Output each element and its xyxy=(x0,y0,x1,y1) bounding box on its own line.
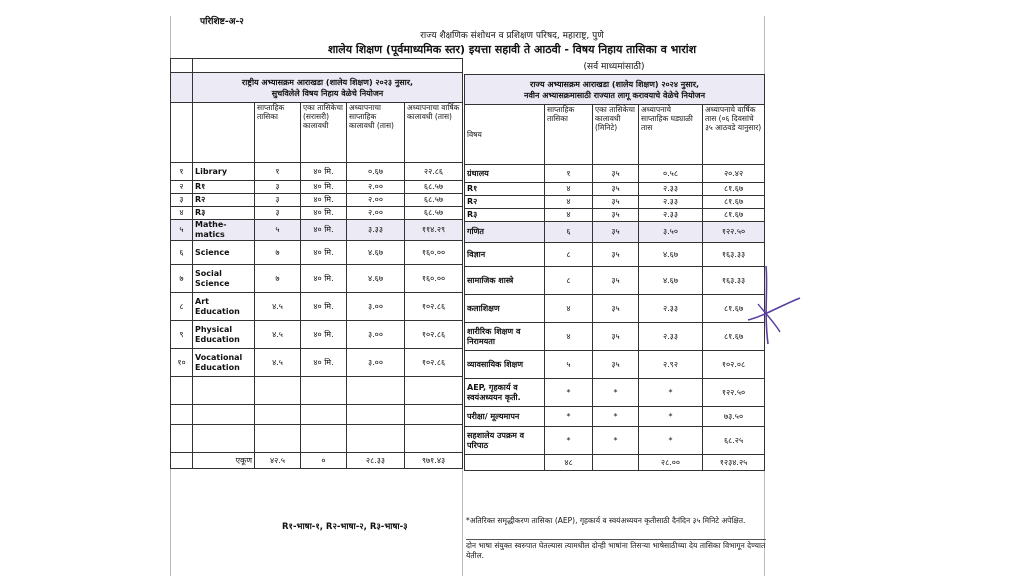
annual-hours-cell: १२२.५० xyxy=(703,222,765,243)
row-number: ५ xyxy=(171,220,193,241)
weekly-periods-cell: ४ xyxy=(545,209,593,222)
left-table xyxy=(170,58,463,469)
left-table-blank-row xyxy=(171,59,463,73)
table-row xyxy=(171,207,463,220)
period-length-cell: * xyxy=(593,407,639,427)
annual-hours-cell: ६८.२५ xyxy=(703,427,765,455)
annual-hours-cell: १२२.५० xyxy=(703,379,765,407)
weekly-hours-cell xyxy=(347,425,405,453)
weekly-periods-cell: ८ xyxy=(545,243,593,267)
subject-cell: R१ xyxy=(193,181,255,194)
right-table xyxy=(464,74,765,471)
weekly-periods-cell: ४ xyxy=(545,295,593,323)
row-number: ७ xyxy=(171,265,193,293)
period-length-cell: ३५ xyxy=(593,295,639,323)
subject-cell: Science xyxy=(193,241,255,265)
row-number xyxy=(171,405,193,425)
weekly-hours-cell: २.३३ xyxy=(639,183,703,196)
right-table-title-row xyxy=(465,75,765,105)
weekly-hours-cell: २.३३ xyxy=(639,209,703,222)
weekly-periods-cell xyxy=(255,377,301,405)
weekly-hours-cell: ४.६७ xyxy=(639,243,703,267)
total-duration: ० xyxy=(301,453,347,469)
row-number: ३ xyxy=(171,194,193,207)
table-row xyxy=(171,194,463,207)
period-length-cell: ३५ xyxy=(593,196,639,209)
subject-cell: Mathe-matics xyxy=(193,220,255,241)
weekly-hours-cell: ४.६७ xyxy=(347,265,405,293)
subject-cell: R३ xyxy=(193,207,255,220)
subject-cell: Library xyxy=(193,163,255,181)
row-number xyxy=(171,425,193,453)
table-row xyxy=(171,181,463,194)
table-row xyxy=(465,243,765,267)
period-length-cell: * xyxy=(593,427,639,455)
weekly-hours-cell xyxy=(347,377,405,405)
left-table-header-row xyxy=(171,103,463,163)
subject-cell: R१ xyxy=(465,183,545,196)
annual-hours-cell: ११४.२९ xyxy=(405,220,463,241)
period-length-cell: ४० मि. xyxy=(301,163,347,181)
weekly-periods-cell: ८ xyxy=(545,267,593,295)
period-length-cell: ४० मि. xyxy=(301,194,347,207)
weekly-hours-cell: ०.६७ xyxy=(347,163,405,181)
total-weekly: ४२.५ xyxy=(255,453,301,469)
document-title: शालेय शिक्षण (पूर्वमाध्यमिक स्तर) इयत्ता सहावी ते आठवी - विषय निहाय तासिका व भारांश xyxy=(327,43,697,56)
table-row xyxy=(171,293,463,321)
table-row xyxy=(465,295,765,323)
subject-cell: Social Science xyxy=(193,265,255,293)
weekly-periods-cell: * xyxy=(545,427,593,455)
total-label: एकूण xyxy=(193,453,255,469)
table-row xyxy=(171,241,463,265)
period-length-cell: ४० मि. xyxy=(301,220,347,241)
weekly-periods-cell xyxy=(255,425,301,453)
period-length-cell: ३५ xyxy=(593,323,639,351)
table-row xyxy=(171,321,463,349)
table-row xyxy=(465,427,765,455)
weekly-hours-cell: २.३३ xyxy=(639,323,703,351)
weekly-hours-cell xyxy=(347,405,405,425)
left-table-title: राष्ट्रीय अभ्यासक्रम आराखडा (शालेय शिक्षण) २०२३ नुसार, सुचविलेले विषय निहाय वेळेचे नियोजन xyxy=(193,73,463,103)
table-row xyxy=(171,405,463,425)
subject-cell: ग्रंथालय xyxy=(465,165,545,183)
subject-cell xyxy=(193,425,255,453)
table-row xyxy=(171,377,463,405)
subject-cell: R३ xyxy=(465,209,545,222)
weekly-periods-cell: ४ xyxy=(545,323,593,351)
weekly-periods-cell: ६ xyxy=(545,222,593,243)
header-weekly-time: अध्यापनाचा साप्ताहिक कालावधी (तास) xyxy=(347,103,405,163)
subject-cell: Vocational Education xyxy=(193,349,255,377)
weekly-periods-cell: ७ xyxy=(255,265,301,293)
table-row xyxy=(465,407,765,427)
weekly-hours-cell: ४.६७ xyxy=(639,267,703,295)
period-length-cell: ३५ xyxy=(593,243,639,267)
total-weekly: ४८ xyxy=(545,455,593,471)
table-row xyxy=(171,425,463,453)
aep-footnote: *अतिरिक्त समृद्धीकरण तासिका (AEP), गृहकार्य व स्वयंअध्ययन कृतीसाठी दैनंदिन ३५ मिनिटे अपेक्षित. xyxy=(466,516,746,525)
annual-hours-cell: १०२.८६ xyxy=(405,293,463,321)
weekly-hours-cell: * xyxy=(639,427,703,455)
weekly-hours-cell: ०.५८ xyxy=(639,165,703,183)
period-length-cell: ३५ xyxy=(593,351,639,379)
annual-hours-cell: १०२.८६ xyxy=(405,349,463,377)
subject-cell xyxy=(193,405,255,425)
weekly-periods-cell: ७ xyxy=(255,241,301,265)
period-length-cell: ३५ xyxy=(593,222,639,243)
pen-stroke xyxy=(766,266,768,344)
table-row xyxy=(171,265,463,293)
weekly-hours-cell: ४.६७ xyxy=(347,241,405,265)
annual-hours-cell: ७३.५० xyxy=(703,407,765,427)
subject-cell: व्यावसायिक शिक्षण xyxy=(465,351,545,379)
table-row xyxy=(465,183,765,196)
subject-cell: AEP, गृहकार्य व स्वयंअध्ययन कृती. xyxy=(465,379,545,407)
weekly-hours-cell: २.९२ xyxy=(639,351,703,379)
total-annual-hours: ९७१.४३ xyxy=(405,453,463,469)
total-blank xyxy=(171,453,193,469)
subject-cell xyxy=(193,377,255,405)
annual-hours-cell: १६३.३३ xyxy=(703,267,765,295)
row-number xyxy=(171,377,193,405)
left-table-title-row xyxy=(171,73,463,103)
total-row xyxy=(465,455,765,471)
weekly-hours-cell: ३.५० xyxy=(639,222,703,243)
period-length-cell: ३५ xyxy=(593,209,639,222)
organization-name: राज्य शैक्षणिक संशोधन व प्रशिक्षण परिषद, महाराष्ट्र, पुणे xyxy=(420,31,604,41)
weekly-hours-cell: ३.०० xyxy=(347,349,405,377)
row-number: ९ xyxy=(171,321,193,349)
all-mediums-note: (सर्व माध्यमांसाठी) xyxy=(583,62,645,72)
right-table-title: राज्य अभ्यासक्रम आराखडा (शालेय शिक्षण) २०२४ नुसार, नवीन अभ्यासक्रमासाठी राज्यात लागू करावयाचे वेळेचे नियोजन xyxy=(465,75,765,105)
subject-cell: Physical Education xyxy=(193,321,255,349)
subject-cell: परीक्षा/ मूल्यमापन xyxy=(465,407,545,427)
subject-cell: सामाजिक शास्त्रे xyxy=(465,267,545,295)
table-row xyxy=(465,222,765,243)
period-length-cell: ३५ xyxy=(593,165,639,183)
table-row xyxy=(171,163,463,181)
table-row xyxy=(171,220,463,241)
language-legend: R१-भाषा-१, R२-भाषा-२, R३-भाषा-३ xyxy=(282,522,408,532)
total-weekly-hours: २८.०० xyxy=(639,455,703,471)
annual-hours-cell: ८१.६७ xyxy=(703,323,765,351)
weekly-hours-cell: ३.०० xyxy=(347,293,405,321)
weekly-periods-cell: ३ xyxy=(255,181,301,194)
subject-cell: R२ xyxy=(193,194,255,207)
total-row xyxy=(171,453,463,469)
table-row xyxy=(465,209,765,222)
weekly-hours-cell: ३.३३ xyxy=(347,220,405,241)
row-number: ६ xyxy=(171,241,193,265)
header-weekly-time: अध्यापनाचे साप्ताहिक घड्याळी तास xyxy=(639,105,703,165)
pen-stroke xyxy=(748,298,800,320)
row-number: १ xyxy=(171,163,193,181)
weekly-hours-cell: २.०० xyxy=(347,181,405,194)
annual-hours-cell: ६८.५७ xyxy=(405,194,463,207)
annual-hours-cell: २२.८६ xyxy=(405,163,463,181)
annual-hours-cell: २०.४२ xyxy=(703,165,765,183)
weekly-periods-cell: * xyxy=(545,379,593,407)
row-number: १० xyxy=(171,349,193,377)
period-length-cell: ४० मि. xyxy=(301,181,347,194)
header-weekly-periods: साप्ताहिक तासिका xyxy=(545,105,593,165)
annual-hours-cell xyxy=(405,405,463,425)
pen-mark xyxy=(744,258,804,348)
subject-cell: कलाशिक्षण xyxy=(465,295,545,323)
row-number: ४ xyxy=(171,207,193,220)
table-row xyxy=(171,349,463,377)
table-row xyxy=(465,165,765,183)
subject-cell: Art Education xyxy=(193,293,255,321)
annual-hours-cell: १०२.८६ xyxy=(405,321,463,349)
weekly-periods-cell: १ xyxy=(255,163,301,181)
weekly-hours-cell: ३.०० xyxy=(347,321,405,349)
weekly-hours-cell: * xyxy=(639,379,703,407)
header-annual-time: अध्यापनाचा वार्षिक कालावधी (तास) xyxy=(405,103,463,163)
subject-cell: R२ xyxy=(465,196,545,209)
weekly-periods-cell: १ xyxy=(545,165,593,183)
weekly-periods-cell: ४.५ xyxy=(255,349,301,377)
table-row xyxy=(465,379,765,407)
weekly-periods-cell: ४ xyxy=(545,183,593,196)
period-length-cell xyxy=(301,425,347,453)
header-period-length: एका तासिकेचा कालावधी (मिनिटे) xyxy=(593,105,639,165)
row-number: २ xyxy=(171,181,193,194)
table-row xyxy=(465,267,765,295)
header-weekly-periods: साप्ताहिक तासिका xyxy=(255,103,301,163)
annual-hours-cell: ६८.५७ xyxy=(405,181,463,194)
period-length-cell: ४० मि. xyxy=(301,265,347,293)
subject-cell: गणित xyxy=(465,222,545,243)
annual-hours-cell: ८१.६७ xyxy=(703,183,765,196)
annual-hours-cell: १६३.३३ xyxy=(703,243,765,267)
right-table-header-row xyxy=(465,105,765,165)
period-length-cell: ३५ xyxy=(593,267,639,295)
period-length-cell: ३५ xyxy=(593,183,639,196)
subject-cell: विज्ञान xyxy=(465,243,545,267)
table-row xyxy=(465,351,765,379)
annual-hours-cell: १६०.०० xyxy=(405,265,463,293)
period-length-cell: ४० मि. xyxy=(301,321,347,349)
subject-cell: सहशालेय उपक्रम व परिपाठ xyxy=(465,427,545,455)
header-period-length: एका तासिकेचा (सरासरी) कालावधी xyxy=(301,103,347,163)
weekly-periods-cell: ३ xyxy=(255,207,301,220)
weekly-periods-cell: ४.५ xyxy=(255,321,301,349)
weekly-periods-cell: ५ xyxy=(255,220,301,241)
header-annual-time: अध्यापनाचे वार्षिक तास (०६ दिवसांचे ३५ आठवडे यानुसार) xyxy=(703,105,765,165)
period-length-cell xyxy=(301,405,347,425)
annual-hours-cell: ८१.६७ xyxy=(703,295,765,323)
period-length-cell: ४० मि. xyxy=(301,349,347,377)
period-length-cell: * xyxy=(593,379,639,407)
total-weekly-hours: २८.३३ xyxy=(347,453,405,469)
appendix-label: परिशिष्ट-अ-२ xyxy=(200,17,244,27)
footnote-divider xyxy=(466,539,766,540)
table-row xyxy=(465,196,765,209)
weekly-hours-cell: * xyxy=(639,407,703,427)
period-length-cell: ४० मि. xyxy=(301,241,347,265)
subject-cell: शारीरिक शिक्षण व निरामयता xyxy=(465,323,545,351)
weekly-periods-cell: ३ xyxy=(255,194,301,207)
annual-hours-cell: ६८.५७ xyxy=(405,207,463,220)
weekly-hours-cell: २.३३ xyxy=(639,295,703,323)
annual-hours-cell: १०२.०८ xyxy=(703,351,765,379)
annual-hours-cell xyxy=(405,377,463,405)
weekly-periods-cell xyxy=(255,405,301,425)
weekly-periods-cell: ५ xyxy=(545,351,593,379)
period-length-cell: ४० मि. xyxy=(301,207,347,220)
table-row xyxy=(465,323,765,351)
total-duration xyxy=(593,455,639,471)
row-number: ८ xyxy=(171,293,193,321)
header-subject: विषय xyxy=(465,105,545,165)
annual-hours-cell xyxy=(405,425,463,453)
combined-language-footnote: दोन भाषा संयुक्त स्वरुपात घेतल्यास त्यामधील दोन्ही भाषांना तिसऱ्या भाषेसाठीच्या देय तासिका विभागून देण्यात येतील. xyxy=(466,541,766,560)
annual-hours-cell: ८१.६७ xyxy=(703,209,765,222)
weekly-hours-cell: २.३३ xyxy=(639,196,703,209)
weekly-periods-cell: * xyxy=(545,407,593,427)
total-label xyxy=(465,455,545,471)
total-annual-hours: १२३४.२५ xyxy=(703,455,765,471)
weekly-hours-cell: २.०० xyxy=(347,194,405,207)
annual-hours-cell: १६०.०० xyxy=(405,241,463,265)
weekly-periods-cell: ४ xyxy=(545,196,593,209)
annual-hours-cell: ८१.६७ xyxy=(703,196,765,209)
period-length-cell xyxy=(301,377,347,405)
weekly-hours-cell: २.०० xyxy=(347,207,405,220)
weekly-periods-cell: ४.५ xyxy=(255,293,301,321)
period-length-cell: ४० मि. xyxy=(301,293,347,321)
